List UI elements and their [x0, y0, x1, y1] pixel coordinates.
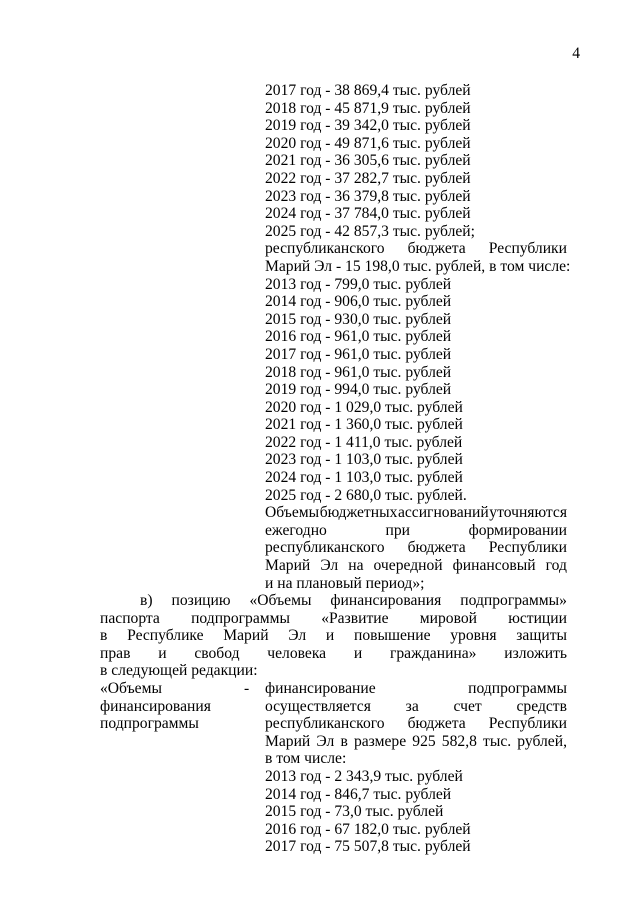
item-label-line: подпрограммы — [100, 715, 199, 733]
rb-year-line: 2022 год - 1 411,0 тыс. рублей — [265, 433, 463, 451]
item-year-line: 2017 год - 75 507,8 тыс. рублей — [265, 838, 471, 856]
rb-year-line: 2016 год - 961,0 тыс. рублей — [265, 328, 452, 346]
republic-budget-line: республиканского бюджета Республики — [265, 240, 567, 258]
item-dash: - — [244, 680, 250, 697]
paragraph-b — [100, 592, 567, 680]
paragraph-line-last: в следующей редакции: — [100, 662, 258, 680]
year-line: 2017 год - 38 869,4 тыс. рублей — [265, 82, 471, 99]
rb-year-line: 2025 год - 2 680,0 тыс. рублей. — [265, 486, 467, 504]
republic-budget-total: Марий Эл - 15 198,0 тыс. рублей, в том числе: — [265, 257, 571, 275]
funding-continuation — [265, 82, 571, 592]
rb-year-line: 2023 год - 1 103,0 тыс. рублей — [265, 451, 463, 469]
item-text-line: республиканского бюджета Республики — [265, 715, 567, 733]
item-year-line: 2016 год - 67 182,0 тыс. рублей — [265, 820, 471, 838]
rb-year-line: 2015 год - 930,0 тыс. рублей — [265, 310, 452, 328]
year-line: 2023 год - 36 379,8 тыс. рублей — [265, 187, 471, 205]
year-line: 2020 год - 49 871,6 тыс. рублей — [265, 134, 471, 152]
year-line: 2018 год - 45 871,9 тыс. рублей — [265, 99, 471, 117]
note-line: ежегодно при формировании — [265, 521, 567, 539]
note-line: Объемы бюджетных ассигнований уточняются — [265, 504, 567, 522]
page-number: 4 — [572, 45, 580, 62]
year-line: 2019 год - 39 342,0 тыс. рублей — [265, 117, 471, 135]
item-label-line: финансирования — [100, 697, 211, 715]
item-year-line: 2015 год - 73,0 тыс. рублей — [265, 803, 444, 821]
item-text — [265, 680, 567, 856]
paragraph-line: прав и свобод человека и гражданина» изложить — [100, 644, 567, 662]
note-line-last: и на плановый период»; — [265, 574, 425, 592]
paragraph-line: в Республике Марий Эл и повышение уровня защиты — [100, 627, 567, 645]
year-line: 2022 год - 37 282,7 тыс. рублей — [265, 169, 471, 187]
rb-year-line: 2018 год - 961,0 тыс. рублей — [265, 363, 452, 381]
note-line: республиканского бюджета Республики — [265, 539, 567, 557]
rb-year-line: 2019 год - 994,0 тыс. рублей — [265, 381, 452, 399]
item-year-line: 2013 год - 2 343,9 тыс. рублей — [265, 767, 463, 785]
paragraph-line: паспорта подпрограммы «Развитие мировой юстиции — [100, 609, 567, 627]
year-line: 2024 год - 37 784,0 тыс. рублей — [265, 205, 471, 223]
note-line: Марий Эл на очередной финансовый год — [265, 557, 567, 575]
item-label-line: «Объемы — [100, 680, 162, 697]
item-year-line: 2014 год - 846,7 тыс. рублей — [265, 785, 452, 803]
item-text-line: Марий Эл в размере 925 582,8 тыс. рублей, — [265, 732, 567, 750]
rb-year-line: 2017 год - 961,0 тыс. рублей — [265, 345, 452, 363]
year-line: 2025 год - 42 857,3 тыс. рублей; — [265, 222, 475, 240]
rb-year-line: 2020 год - 1 029,0 тыс. рублей — [265, 398, 463, 416]
rb-year-line: 2024 год - 1 103,0 тыс. рублей — [265, 469, 463, 487]
paragraph-line: в) позицию «Объемы финансирования подпрограммы» — [140, 592, 567, 609]
item-text-line-last: в том числе: — [265, 750, 347, 768]
item-text-line: осуществляется за счет средств — [265, 697, 567, 715]
rb-year-line: 2014 год - 906,0 тыс. рублей — [265, 293, 452, 311]
year-line: 2021 год - 36 305,6 тыс. рублей — [265, 152, 471, 170]
rb-year-line: 2021 год - 1 360,0 тыс. рублей — [265, 416, 463, 434]
item-label — [100, 680, 256, 733]
rb-year-line: 2013 год - 799,0 тыс. рублей — [265, 275, 452, 293]
item-text-line: финансирование подпрограммы — [265, 680, 567, 697]
